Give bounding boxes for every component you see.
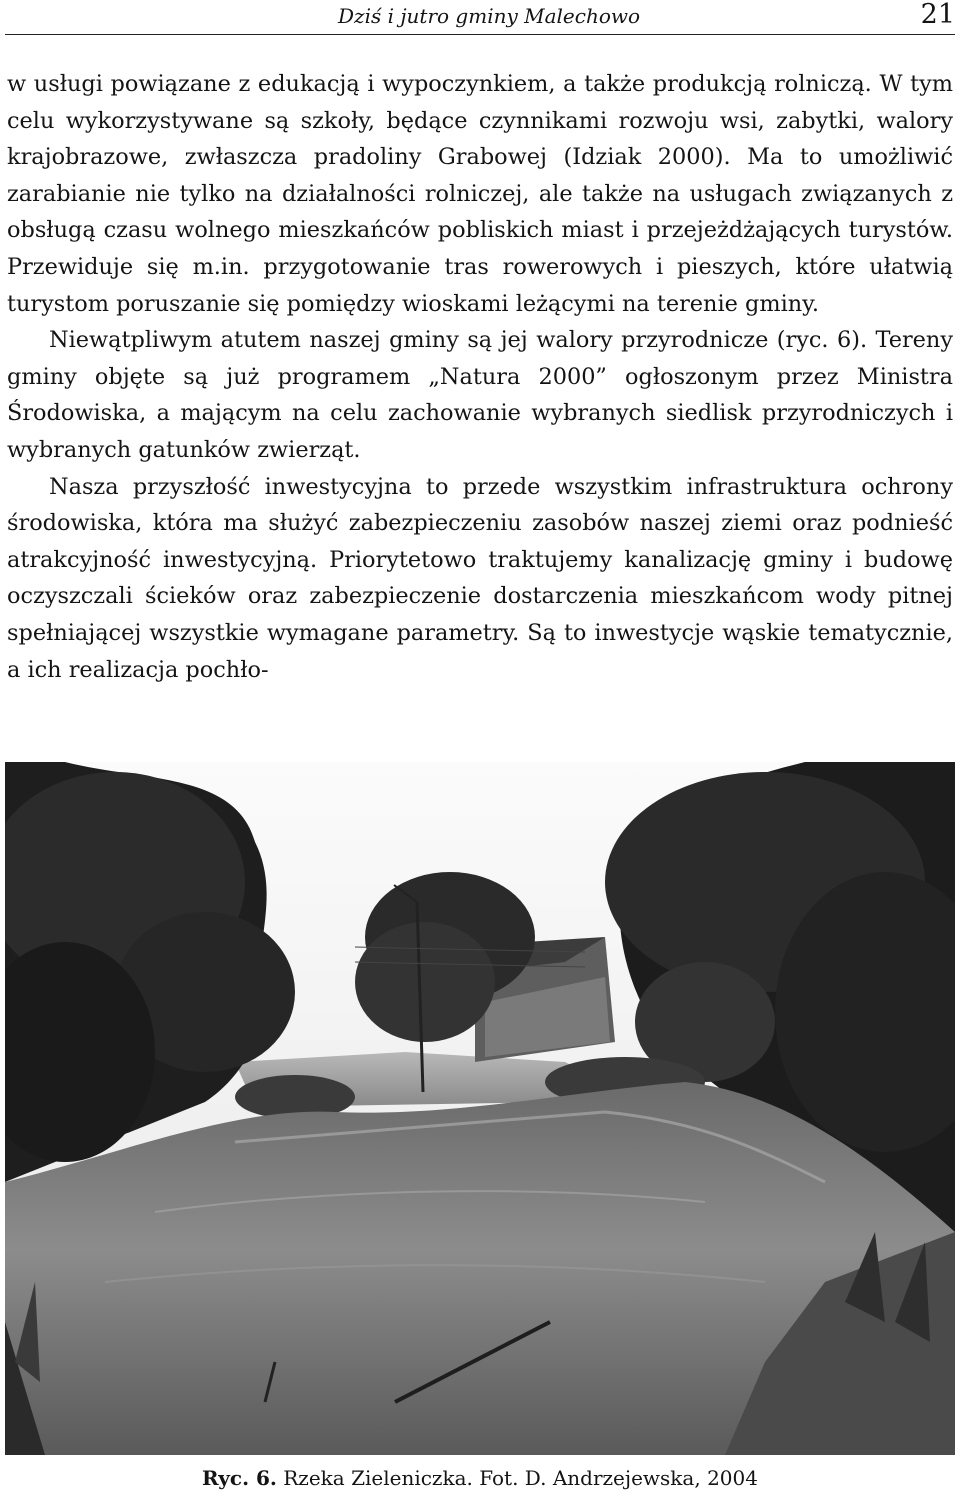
figure-label: Ryc. 6. xyxy=(202,1466,277,1490)
page-number: 21 xyxy=(920,0,955,30)
figure-caption xyxy=(0,1465,960,1491)
river-photo xyxy=(5,762,955,1455)
paragraph: Niewątpliwym atutem naszej gminy są jej walory przyrodnicze (ryc. 6). Tereny gminy objęte są już programem „Natura 2000” ogłoszonym przez Ministra Środowiska, a mającym na celu zachowanie wybranych siedlisk przyrodniczych i wybranych gatunków zwierząt. xyxy=(7,327,953,463)
paragraph: Nasza przyszłość inwestycyjna to przede wszystkim infrastruktura ochrony środowiska, która ma służyć zabezpieczeniu zasobów naszej ziemi oraz podnieść atrakcyjność inwestycyjną. Priorytetowo traktujemy kanalizację gminy i budowę oczyszczali ścieków oraz zabezpieczenie dostarczenia mieszkańcom wody pitnej spełniającej wszystkie wymagane parametry. Są to inwestycje wąskie tematycznie, a ich realizacja pochło- xyxy=(7,473,953,683)
figure-caption-text: Rzeka Zieleniczka. Fot. D. Andrzejewska, 2004 xyxy=(283,1466,758,1490)
body-text xyxy=(7,66,953,688)
page-header xyxy=(5,0,955,35)
running-title: Dziś i jutro gminy Malechowo xyxy=(338,4,641,28)
paragraph: w usługi powiązane z edukacją i wypoczynkiem, a także produkcją rolniczą. W tym celu wykorzystywane są szkoły, będące czynnikami rozwoju wsi, zabytki, walory krajobrazowe, zwłaszcza pradoliny Grabowej (Idziak 2000). Ma to umożliwić zarabianie nie tylko na działalności rolniczej, ale także na usługach związanych z obsługą czasu wolnego mieszkańców pobliskich miast i przejeżdżających turystów. Przewiduje się m.in. przygotowanie tras rowerowych i pieszych, które ułatwią turystom poruszanie się pomiędzy wioskami leżącymi na terenie gminy. xyxy=(7,71,953,317)
